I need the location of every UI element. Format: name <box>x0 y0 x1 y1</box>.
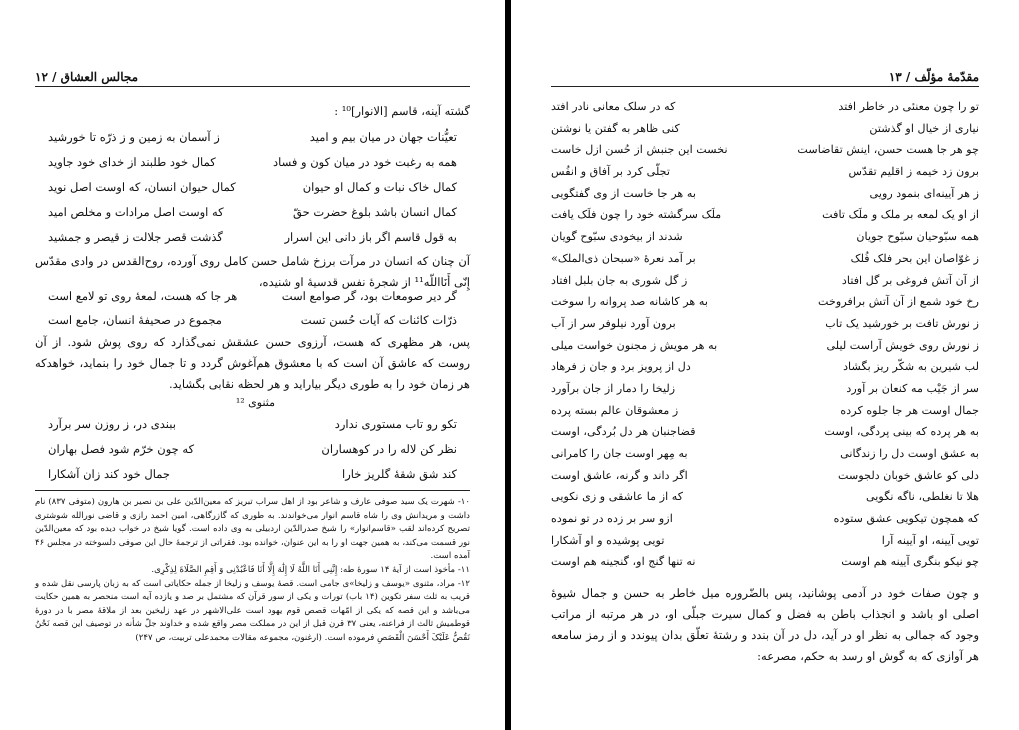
hemistich-second: ز گل شوری به جان بلبل افتاد <box>551 273 688 287</box>
couplet <box>48 308 457 332</box>
hemistich-second: به هر مویش ز مجنون خواست میلی <box>551 338 718 352</box>
hemistich-first: رخ خود شمع از آن آتش برافروخت <box>818 295 979 309</box>
couplet <box>551 139 979 161</box>
poem-block-2 <box>48 284 457 332</box>
hemistich-second: شدند از بیخودی سبّوح گویان <box>551 230 683 244</box>
couplet <box>551 335 979 357</box>
hemistich-first: ز غوّاصان این بحر فلک فُلک <box>850 251 979 265</box>
hemistich-second: به مِهر اوست جان را کامرانی <box>551 447 688 460</box>
hemistich-second: تجلّی کرد بر آفاق و انفُس <box>551 165 671 179</box>
footnote: ۱۰- شهرت یک سید صوفی عارف و شاعر بود از اهل سراب تبریز که معین‌الدّین علی بن نصیر بن هارون (متوفی ۸۳۷) نام داشت و مریدانش وی را شاه قاسم انوار می‌خواندند. به طوری که گازرگاهی، امین احمد رازی و قاضی نورالله شوشتری تصریح کرده‌اند لقب «قاسم‌انوار» را شیخ صدرالدّین اردبیلی به وی داده است. گویا شیخ در خواب دیده بود که معین‌الدّین نور قسمت می‌کند، به همین جهت او را به این عنوان، خوانده بود. فقراتی از ترجمهٔ حال این صوفی دلسوخته در مجلس ۴۶ آمده است. <box>35 497 470 562</box>
hemistich-first: برون زد خیمه ز اقلیم تقدّس <box>848 165 979 179</box>
hemistich-second: به هر جا خاست از وی گفتگویی <box>551 186 696 200</box>
hemistich-first: تکو رو تاب مستوری ندارد <box>334 417 457 431</box>
hemistich-first: چو نیکو بنگری آیینه هم اوست <box>841 555 979 569</box>
couplet <box>551 161 979 183</box>
hemistich-second: که چون خرّم شود فصل بهاران <box>48 442 195 456</box>
couplet <box>551 400 979 422</box>
couplet <box>551 486 979 508</box>
couplet <box>48 437 457 462</box>
couplet <box>48 175 457 200</box>
couplet <box>551 508 979 530</box>
hemistich-second: جمال خود کند زان آشکارا <box>48 467 171 481</box>
hemistich-first: از آن آتش فروغی بر گل افتاد <box>841 273 979 287</box>
hemistich-second: اگر داند و گرنه، عاشق اوست <box>551 468 688 482</box>
hemistich-first: نظر کن لاله را در کوهساران <box>321 442 457 456</box>
couplet <box>551 270 979 292</box>
hemistich-second: برون آورد نیلوفر سر از آب <box>551 316 676 330</box>
couplet <box>551 421 979 443</box>
couplet <box>551 96 979 118</box>
hemistich-second: کنی ظاهر به گفتن یا نوشتن <box>551 121 680 135</box>
hemistich-first: ز نورش روی خویش آراست لیلی <box>826 338 979 352</box>
couplet <box>551 465 979 487</box>
hemistich-second: گذشت قصر جلالت ز قیصر و جمشید <box>48 230 223 244</box>
couplet <box>551 291 979 313</box>
hemistich-first: تعیُّنات جهان در میان بیم و امید <box>309 130 457 144</box>
hemistich-second: نه تنها گنج او، گنجینه هم اوست <box>551 555 696 569</box>
hemistich-first: گر دیر صومعات بود، گر صوامع است <box>281 289 457 303</box>
hemistich-second: قضاجنبان هر دل بُردگی، اوست <box>551 425 696 439</box>
couplet <box>551 183 979 205</box>
hemistich-second: ازو سر بر زده در تو نموده <box>551 512 673 526</box>
couplet <box>48 225 457 250</box>
poem-block-1 <box>48 125 457 250</box>
hemistich-second: ببندی در، ز روزن سر برآرد <box>48 417 176 431</box>
hemistich-second: زلیخا را دمار از جان برآورد <box>551 381 676 395</box>
prose-paragraph-2: پس، هر مظهری که هست، آرزوی حسن عشقش نمی‌گذارد که روی پوش شود. از آن روست که عاشق آن است که با معشوق هم‌آغوش گردد و تا جمال خود را بنماید، خواهدکه هر زمان خود را به طوری دیگر بیاراید و هر لحظه نقابی بگشاید. <box>35 335 470 391</box>
hemistich-first: سر از جَیْب مه کنعان بر آورد <box>846 381 979 395</box>
hemistich-second: کمال حیوان انسان، که اوست اصل نوید <box>48 180 236 194</box>
couplet <box>48 462 457 487</box>
footnote: ۱۲- مراد، مثنوی «یوسف و زلیخا»ی جامی است. قصهٔ یوسف و زلیخا از جمله حکایاتی است که به زبان پارسی نقل شده و قریب به ثلث سفر تکوین (۱۴ باب) تورات و یکی از سور قرآن که مشتمل بر صد و یازده آیه است منحصر به همین حکایت می‌باشد و این قصه که یکی از امّهات قصص قوم یهود است علی‌الاشهر در عهد زلیخین بعد از ملاقهٔ مصر با در دورهٔ قوطمیش ثالث از فراعنه، یعنی ۳۷ قرن قبل از این در مملکت مصر واقع شده و خداوند جلّ شأنه در توصیف این قصه نَحْنُ نَقُصُّ عَلَیْکَ أَحْسَنَ الْقَصَصِ فرموده است. (ارغنون، مجموعه مقالات محمدعلی تربیت، ص ۲۴۷) <box>35 578 470 643</box>
hemistich-first: به قول قاسم اگر باز دانی این اسرار <box>284 230 457 244</box>
hemistich-first: ذرّات کائنات که آیات حُسن تست <box>300 313 457 327</box>
poem-block-3 <box>48 412 457 487</box>
hemistich-second: بر آمد نعرهٔ «سبحان ذی‌الملک» <box>551 251 696 265</box>
hemistich-second: کمال خود طلبند از خدای خود جاوید <box>48 155 216 169</box>
couplet <box>551 378 979 400</box>
masnavi-heading: مثنوی ¹² <box>235 396 275 409</box>
intro-line: گشته آینه، قاسم [الانوار]¹⁰ : <box>334 104 470 118</box>
hemistich-first: تو را چون معنئی در خاطر افتد <box>838 100 979 113</box>
couplet <box>48 125 457 150</box>
hemistich-second: که اوست اصل مرادات و مخلص امید <box>48 205 224 219</box>
couplet <box>551 356 979 378</box>
hemistich-first: جمال اوست هر جا جلوه کرده <box>840 403 979 417</box>
hemistich-first: دلی کو عاشق خوبان دلجوست <box>837 468 979 482</box>
hemistich-second: ملَک سرگشته خود را چون فلَک یافت <box>551 208 722 222</box>
hemistich-first: از او یک لمعه بر ملک و ملَک تافت <box>822 208 979 222</box>
hemistich-first: ز هر آیینه‌ای بنمود رویی <box>869 186 979 200</box>
hemistich-second: که از ما عاشقی و زی نکویی <box>551 490 684 504</box>
hemistich-first: تویی آیینه، او آیینه آرا <box>881 533 979 547</box>
couplet <box>551 530 979 552</box>
hemistich-first: هلا تا نغلطی، ناگه نگویی <box>865 490 979 504</box>
hemistich-second: تویی پوشیده و او آشکارا <box>551 533 665 547</box>
hemistich-first: به هر پرده که بینی پردگی، اوست <box>824 425 979 439</box>
hemistich-second: هر جا که هست، لمعهٔ روی تو لامع است <box>48 289 238 303</box>
hemistich-first: که همچون تیکویی عشق ستوده <box>833 512 979 526</box>
hemistich-second: مجموع در صحیفهٔ انسان، جامع است <box>48 313 222 327</box>
hemistich-second: نخست این جنبش از حُسن ازل خاست <box>551 143 728 157</box>
page-header-right: مقدّمهٔ مؤلّف / ۱۳ <box>551 70 979 87</box>
hemistich-first: لب شیرین به شکّر ریز بگشاد <box>843 360 979 374</box>
hemistich-first: همه به رغبت خود در میان کون و فساد <box>272 155 457 169</box>
prose-paragraph-right: و چون صفات خود در آدمی پوشانید، پس بالضّروره میل خاطر به حسن و جمال شیوهٔ اصلی او باشد و انجذاب باطن به فضل و کمال سیرت جبلّی او، در هر مرتبه از مراتب وجود که جمالی به نظر او در آید، دل در آن بندد و رشتهٔ تعلّق بدان پیوندد و از رمز سامعه هر آوازی که به گوش او رسد به حکم، مصرعه: <box>551 586 979 663</box>
poem-block-main <box>551 96 979 573</box>
hemistich-second: که در سلک معانی نادر افتد <box>551 100 676 113</box>
prose-paragraph-1: آن چنان که انسان در مرآت برزخ شامل حسن کامل روی آورده، روح‌القدس در وادی مقدّس إِنّی أَنَااللّه¹¹ از شجرهٔ نفس قدسیهٔ او شنیده، <box>35 254 470 289</box>
footnotes <box>35 490 470 646</box>
page-header-left: مجالس العشاق / ۱۲ <box>35 70 470 87</box>
right-page <box>511 0 1019 730</box>
hemistich-first: نیاری از خیال او گذشتن <box>869 121 979 135</box>
hemistich-second: ز معشوقان عالم بسته پرده <box>551 403 679 417</box>
couplet <box>551 313 979 335</box>
hemistich-first: کمال خاک نبات و کمال او حیوان <box>302 180 457 194</box>
hemistich-first: به عشق اوست دل را زندگانی <box>840 447 979 460</box>
hemistich-first: همه سبّوحیان سبّوح جویان <box>856 230 979 244</box>
hemistich-second: دل از پرویز برد و جان ز فرهاد <box>551 360 691 374</box>
footnote: ۱۱- مأخوذ است از آیهٔ ۱۴ سورهٔ طه: إِنَّنِی أَنَا اللَّهُ لَا إِلَٰهَ إِلَّا أَنَا فَاعْبُدْنِی وَ أَقِمِ الصَّلَاةَ لِذِکْرِی. <box>151 564 470 575</box>
hemistich-first: چو هر جا هست حسن، اینش تقاضاست <box>797 143 979 157</box>
couplet <box>551 118 979 140</box>
hemistich-second: ز آسمان به زمین و ز ذرّه تا خورشید <box>48 130 220 144</box>
couplet <box>551 443 979 465</box>
couplet <box>48 150 457 175</box>
hemistich-second: به هر کاشانه صد پروانه را سوخت <box>551 295 708 309</box>
hemistich-first: کمال انسان باشد بلوغ حضرت حقّ <box>292 205 457 219</box>
hemistich-first: ز نورش تافت بر خورشید یک تاب <box>825 316 979 330</box>
couplet <box>551 204 979 226</box>
couplet <box>551 248 979 270</box>
couplet <box>48 412 457 437</box>
couplet <box>551 226 979 248</box>
hemistich-first: کند شق شقهٔ گلریز خارا <box>342 467 457 481</box>
couplet <box>48 200 457 225</box>
couplet <box>48 284 457 308</box>
left-page <box>0 0 505 730</box>
couplet <box>551 551 979 573</box>
